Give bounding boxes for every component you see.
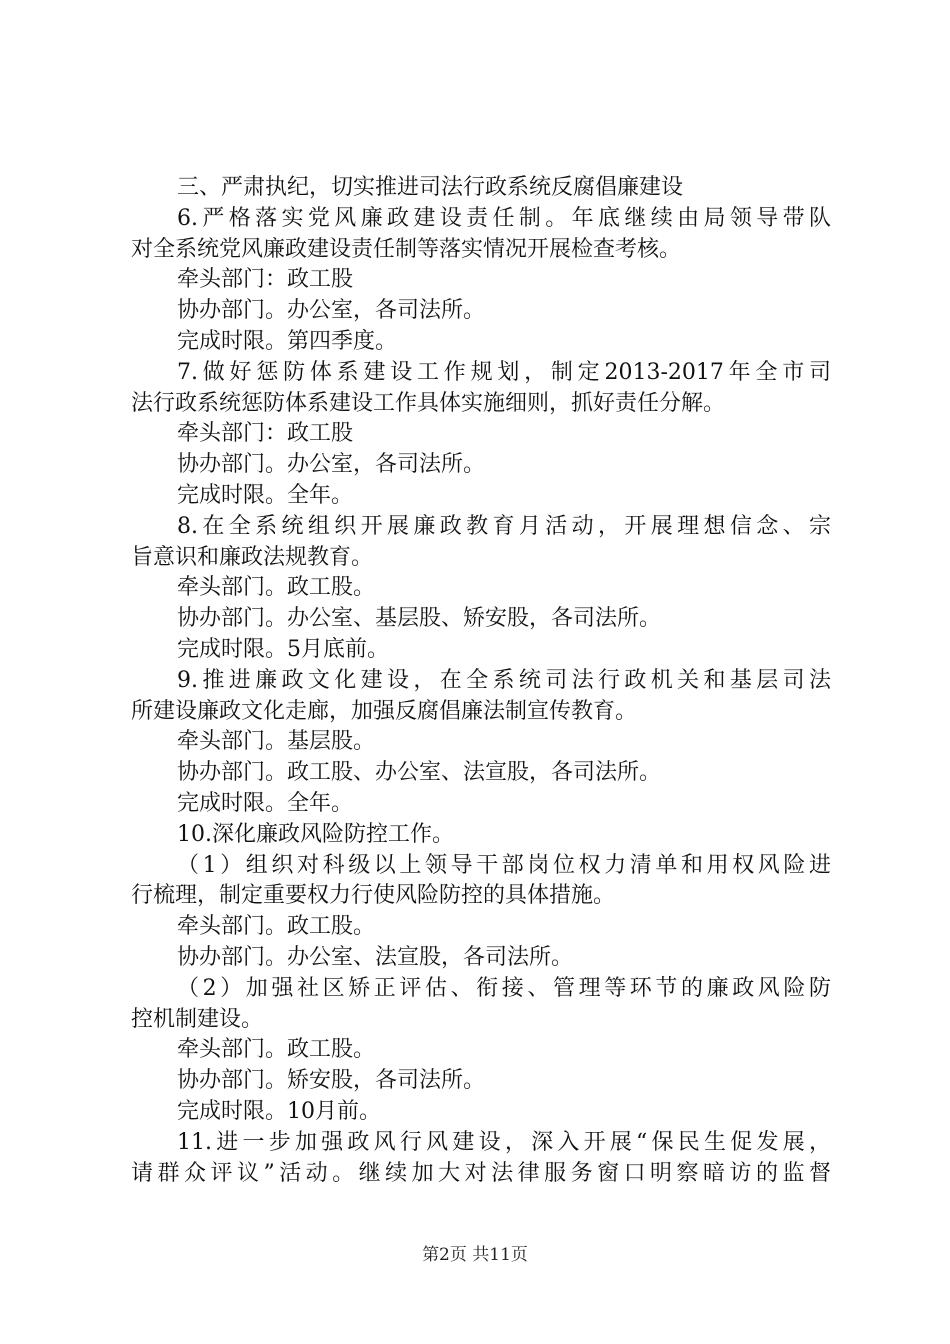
- paragraph-line: （1）组织对科级以上领导干部岗位权力清单和用权风险进: [177, 852, 831, 878]
- lead-department-line: 牵头部门：政工股: [177, 421, 354, 447]
- page-number-footer: 第2页 共11页: [422, 1245, 528, 1265]
- lead-department-line: 牵头部门：政工股: [177, 267, 354, 293]
- deadline-line: 完成时限。5月底前。: [177, 636, 389, 662]
- lead-department-line: 牵头部门。基层股。: [177, 729, 376, 755]
- paragraph-line: 10.深化廉政风险防控工作。: [177, 821, 454, 847]
- paragraph-line: 请群众评议”活动。继续加大对法律服务窗口明察暗访的监督: [131, 1160, 831, 1186]
- assist-department-line: 协办部门。办公室、基层股、矫安股，各司法所。: [177, 606, 662, 632]
- paragraph-line: （2）加强社区矫正评估、衔接、管理等环节的廉政风险防: [177, 975, 831, 1001]
- paragraph-line: 7.做好惩防体系建设工作规划，制定2013-2017年全市司: [177, 359, 831, 385]
- lead-department-line: 牵头部门。政工股。: [177, 914, 376, 940]
- assist-department-line: 协办部门。矫安股，各司法所。: [177, 1068, 486, 1094]
- paragraph-line: 6.严格落实党风廉政建设责任制。年底继续由局领导带队: [177, 205, 831, 231]
- deadline-line: 完成时限。第四季度。: [177, 328, 398, 354]
- deadline-line: 完成时限。全年。: [177, 790, 354, 816]
- paragraph-line: 11.进一步加强政风行风建设，深入开展“保民生促发展，: [177, 1129, 831, 1155]
- paragraph-line: 控机制建设。: [131, 1006, 264, 1032]
- paragraph-line: 9.推进廉政文化建设，在全系统司法行政机关和基层司法: [177, 667, 831, 693]
- paragraph-line: 旨意识和廉政法规教育。: [131, 544, 374, 570]
- paragraph-line: 8.在全系统组织开展廉政教育月活动，开展理想信念、宗: [177, 513, 831, 539]
- assist-department-line: 协办部门。办公室，各司法所。: [177, 298, 486, 324]
- lead-department-line: 牵头部门。政工股。: [177, 575, 376, 601]
- deadline-line: 完成时限。10月前。: [177, 1098, 381, 1124]
- deadline-line: 完成时限。全年。: [177, 482, 354, 508]
- assist-department-line: 协办部门。办公室、法宣股，各司法所。: [177, 944, 574, 970]
- lead-department-line: 牵头部门。政工股。: [177, 1037, 376, 1063]
- assist-department-line: 协办部门。办公室，各司法所。: [177, 452, 486, 478]
- assist-department-line: 协办部门。政工股、办公室、法宣股，各司法所。: [177, 760, 662, 786]
- paragraph-line: 行梳理，制定重要权力行使风险防控的具体措施。: [131, 883, 616, 909]
- document-body: [131, 173, 831, 1189]
- paragraph-line: 对全系统党风廉政建设责任制等落实情况开展检查考核。: [131, 236, 682, 262]
- paragraph-line: 法行政系统惩防体系建设工作具体实施细则，抓好责任分解。: [131, 390, 726, 416]
- section-heading: 三、严肃执纪，切实推进司法行政系统反腐倡廉建设: [177, 175, 684, 200]
- paragraph-line: 所建设廉政文化走廊，加强反腐倡廉法制宣传教育。: [131, 698, 638, 724]
